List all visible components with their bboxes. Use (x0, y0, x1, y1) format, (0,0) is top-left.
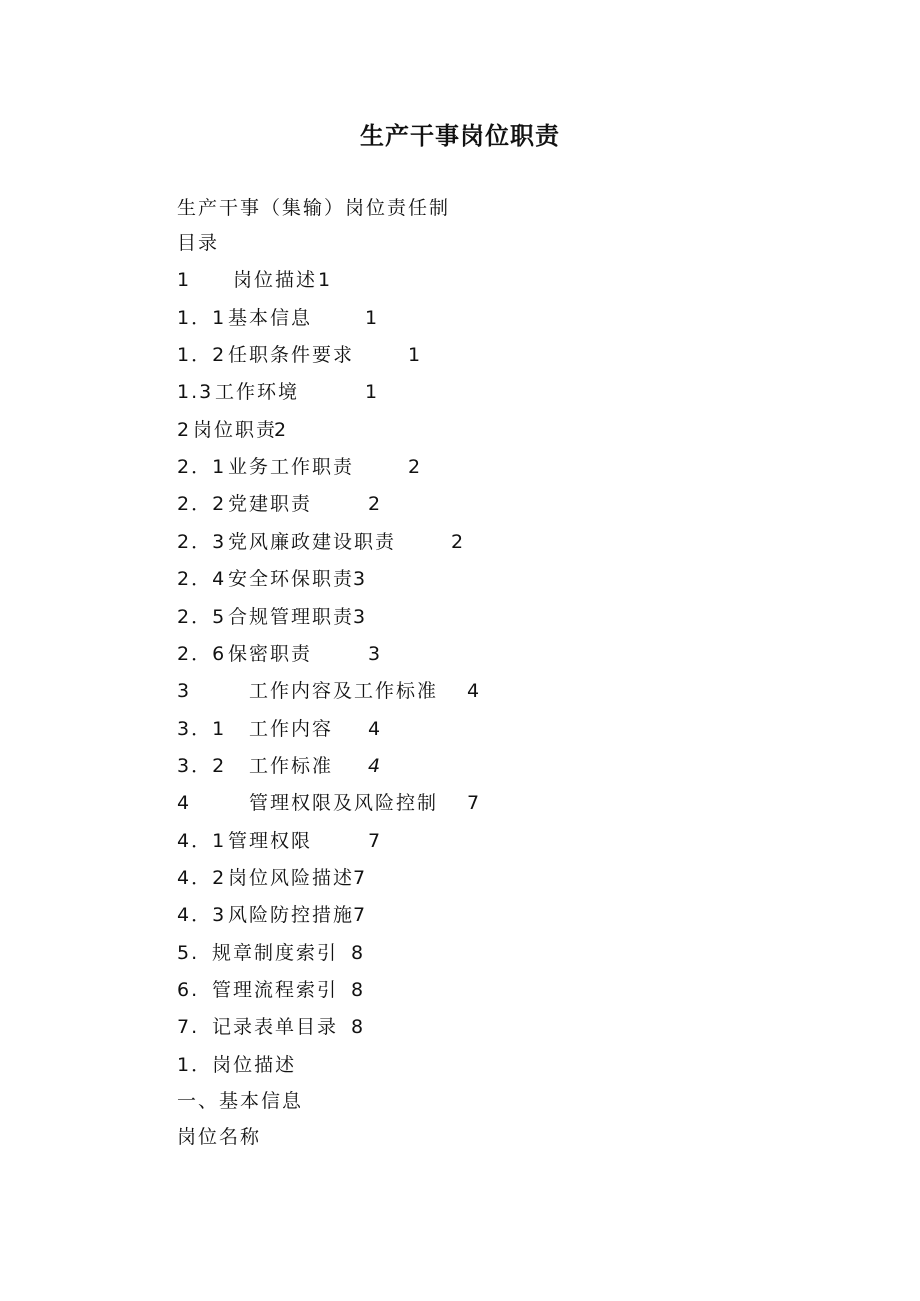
toc-entry-page: 2 (368, 493, 383, 515)
toc-entry-label: 党风廉政建设职责 (228, 531, 397, 553)
toc-entry-page: 1 (365, 381, 380, 403)
toc-entry-number: 4 (177, 792, 192, 814)
field-label: 岗位名称 (177, 1126, 262, 1148)
toc-entry-page: 7 (467, 792, 482, 814)
toc-entry-page: 2 (408, 456, 423, 478)
toc-entry-label: 基本信息 (228, 307, 313, 329)
toc-entry-number: 1．1 (177, 307, 227, 329)
toc-entry-number: 2．2 (177, 493, 227, 515)
toc-entry-number: 3．2 (177, 755, 227, 777)
toc-entry-label: 合规管理职责 (228, 606, 355, 628)
toc-entry-label: 管理权限 (228, 830, 313, 852)
toc-entry-page: 2 (451, 531, 466, 553)
toc-entry-number: 2 (177, 419, 192, 441)
toc-entry-label: 工作环境 (215, 381, 300, 403)
toc-entry-page: 3 (353, 568, 368, 590)
toc-entry-number: 2．1 (177, 456, 227, 478)
toc-entry-label: 党建职责 (228, 493, 313, 515)
toc-entry-label: 工作内容及工作标准 (249, 680, 439, 702)
toc-entry-number: 6. (177, 979, 200, 1001)
toc-entry-page: 4 (368, 718, 383, 740)
toc-entry-number: 4．2 (177, 867, 227, 889)
toc-entry-label: 管理权限及风险控制 (249, 792, 439, 814)
toc-entry-page: 3 (368, 643, 383, 665)
toc-entry-page: 7 (353, 867, 368, 889)
toc-entry-number: 2．3 (177, 531, 227, 553)
toc-entry-page: 1 (365, 307, 380, 329)
toc-entry-label: 岗位描述 (233, 269, 318, 291)
toc-entry-page: 8 (351, 1016, 366, 1038)
toc-entry-number: 5. (177, 942, 200, 964)
toc-entry-label: 岗位职责 (193, 419, 278, 441)
toc-entry-number: 4．3 (177, 904, 227, 926)
toc-entry-page: 8 (351, 979, 366, 1001)
toc-entry-number: 1．2 (177, 344, 227, 366)
toc-entry-page: 4 (368, 755, 383, 777)
toc-entry-number: 1.3 (177, 381, 214, 403)
toc-heading: 目录 (177, 232, 220, 254)
toc-entry-label: 岗位风险描述 (228, 867, 355, 889)
toc-entry-label: 管理流程索引 (212, 979, 339, 1001)
toc-entry-number: 3．1 (177, 718, 227, 740)
toc-entry-label: 工作标准 (249, 755, 334, 777)
toc-entry-label: 风险防控措施 (228, 904, 355, 926)
toc-entry-number: 4．1 (177, 830, 227, 852)
toc-entry-page: 8 (351, 942, 366, 964)
toc-entry-page: 3 (353, 606, 368, 628)
toc-entry-page: 7 (368, 830, 383, 852)
toc-entry-page: 1 (318, 269, 333, 291)
toc-entry-page: 1 (408, 344, 423, 366)
toc-entry-label: 安全环保职责 (228, 568, 355, 590)
toc-entry-number: 7. (177, 1016, 200, 1038)
toc-entry-page: 4 (467, 680, 482, 702)
section-heading: 1．岗位描述 (177, 1054, 297, 1076)
toc-entry-label: 保密职责 (228, 643, 313, 665)
toc-entry-number: 2．5 (177, 606, 227, 628)
toc-entry-label: 任职条件要求 (228, 344, 355, 366)
toc-entry-number: 2．4 (177, 568, 227, 590)
subsection-heading: 一、基本信息 (177, 1090, 304, 1112)
toc-entry-number: 1 (177, 269, 192, 291)
document-subtitle: 生产干事（集输）岗位责任制 (177, 197, 451, 219)
toc-entry-number: 2．6 (177, 643, 227, 665)
page-title: 生产干事岗位职责 (360, 122, 560, 150)
toc-entry-label: 工作内容 (249, 718, 334, 740)
toc-entry-label: 业务工作职责 (228, 456, 355, 478)
toc-entry-number: 3 (177, 680, 192, 702)
toc-entry-page: 2 (274, 419, 289, 441)
toc-entry-label: 记录表单目录 (212, 1016, 339, 1038)
toc-entry-label: 规章制度索引 (212, 942, 339, 964)
toc-entry-page: 7 (353, 904, 368, 926)
